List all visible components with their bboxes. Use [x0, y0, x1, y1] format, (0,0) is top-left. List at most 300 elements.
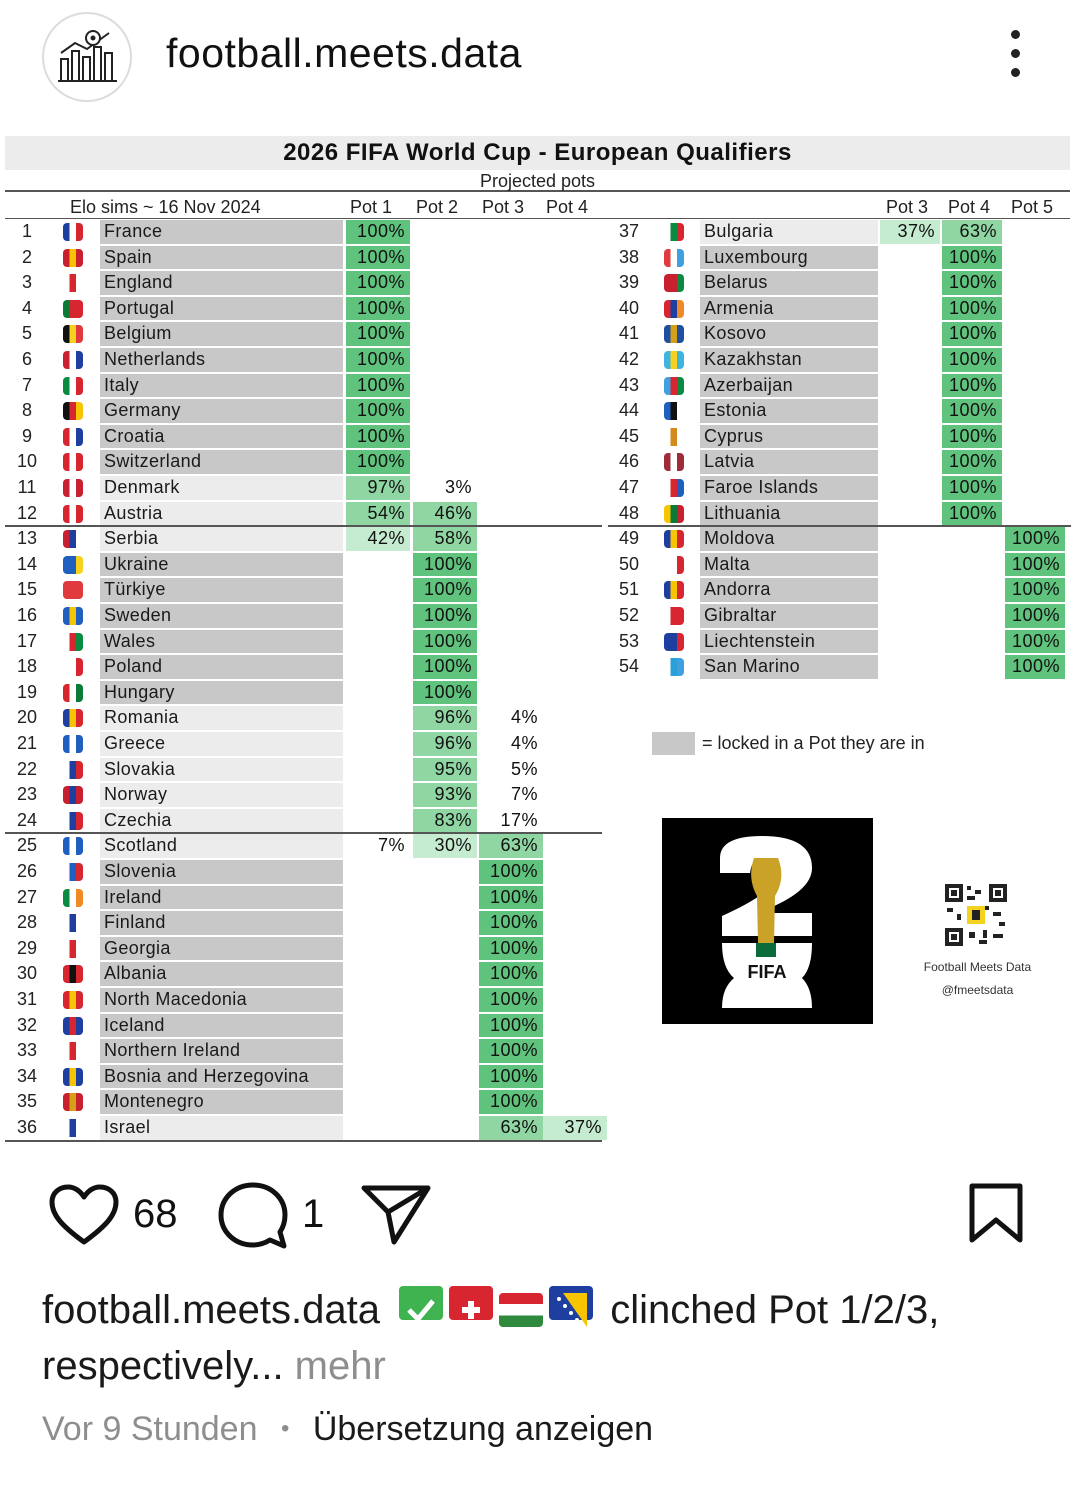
pot-4-cell: [543, 681, 607, 705]
pot-3-cell: [479, 322, 543, 346]
comments-count[interactable]: 1: [302, 1192, 325, 1236]
pot-1-cell: [346, 783, 410, 807]
team-name-cell: Denmark: [100, 476, 343, 500]
pot-4-cell: [543, 809, 607, 833]
pot-1-cell: 42%: [346, 527, 410, 551]
cyprus-flag-icon: [664, 428, 684, 446]
rank-cell: 29: [16, 937, 38, 958]
team-name-cell: Lithuania: [700, 502, 878, 526]
action-bar: [0, 1170, 1080, 1260]
rank-cell: 4: [21, 297, 32, 318]
pot-1-cell: 100%: [346, 246, 410, 270]
rank-cell: 22: [16, 758, 38, 779]
rank-cell: 9: [21, 425, 32, 446]
pot-1-cell: [346, 732, 410, 756]
pot-4-cell: [543, 1039, 607, 1063]
qr-code-icon: [943, 882, 1009, 948]
pot-3-cell: [479, 630, 543, 654]
pot-2-cell: [413, 271, 477, 295]
england-flag-icon: [63, 274, 83, 292]
rank-cell: 34: [16, 1065, 38, 1086]
table-row: [5, 833, 602, 859]
account-avatar[interactable]: [42, 12, 132, 102]
rank-cell: 51: [618, 579, 640, 600]
table-row: [5, 987, 602, 1013]
pot-2-cell: [413, 911, 477, 935]
brand-handle: @fmeetsdata: [941, 983, 1014, 997]
table-row: [5, 449, 602, 475]
pot-divider: [5, 1140, 602, 1142]
italy-flag-icon: [63, 377, 83, 395]
team-name-cell: Hungary: [100, 681, 343, 705]
pot-4-cell: [543, 1065, 607, 1089]
pot-2-cell: [413, 860, 477, 884]
pot-3-cell: [880, 527, 940, 551]
pot-3-cell: 17%: [500, 809, 538, 830]
pot-5-cell: [1005, 374, 1065, 398]
team-name-cell: Azerbaijan: [700, 374, 878, 398]
team-name-cell: Germany: [100, 399, 343, 423]
legend-text: = locked in a Pot they are in: [702, 733, 925, 753]
georgia-flag-icon: [63, 940, 83, 958]
world-cup-2026-logo: [662, 818, 873, 1024]
rank-cell: 49: [618, 528, 640, 549]
team-name-cell: Ukraine: [100, 553, 343, 577]
team-name-cell: Liechtenstein: [700, 630, 878, 654]
pot-4-cell: 100%: [942, 271, 1002, 295]
table-row: [608, 449, 1071, 475]
pot-3-cell: 100%: [479, 1014, 543, 1038]
table-row: [608, 577, 1071, 603]
table-title: 2026 FIFA World Cup - European Qualifiers: [5, 136, 1070, 170]
slovakia-flag-icon: [63, 761, 83, 779]
pot-divider: [5, 832, 602, 834]
more-options-icon[interactable]: [1000, 30, 1030, 80]
pot-4-cell: 37%: [543, 1116, 607, 1140]
rank-cell: 47: [618, 477, 640, 497]
table-row: [5, 680, 602, 706]
pot-1-cell: 7%: [377, 835, 405, 856]
malta-flag-icon: [664, 556, 684, 574]
pot-3-cell: [880, 476, 940, 500]
rank-cell: 46: [618, 451, 640, 472]
post-timestamp: Vor 9 Stunden: [42, 1410, 258, 1448]
table-subtitle: Projected pots: [5, 170, 1070, 192]
pot-4-cell: [543, 450, 607, 474]
pot-2-cell: [413, 322, 477, 346]
team-name-cell: San Marino: [700, 655, 878, 679]
pot-1-cell: [346, 553, 410, 577]
table-row: [608, 501, 1071, 527]
pot-1-cell: 100%: [346, 220, 410, 244]
pot-2-cell: [413, 962, 477, 986]
pot-3-cell: 4%: [510, 707, 538, 728]
team-name-cell: Netherlands: [100, 348, 343, 372]
brand-name: Football Meets Data: [923, 960, 1032, 974]
pot-3-cell: [880, 322, 940, 346]
pot-2-cell: 100%: [413, 578, 477, 602]
table-row: [5, 1089, 602, 1115]
team-name-cell: Kosovo: [700, 322, 878, 346]
rank-cell: 23: [16, 784, 38, 805]
pot-5-cell: 100%: [1005, 527, 1065, 551]
table-row: [5, 961, 602, 987]
table-row: [5, 526, 602, 552]
portugal-flag-icon: [63, 300, 83, 318]
table-row: [608, 219, 1071, 245]
pot-2-cell: 95%: [413, 758, 477, 782]
pot-2-cell: 100%: [413, 604, 477, 628]
pot-4-cell: [543, 527, 607, 551]
pot-5-cell: [1005, 322, 1065, 346]
rank-cell: 3: [21, 272, 32, 293]
rank-cell: 53: [618, 630, 640, 651]
right-pot3-header: Pot 3: [886, 197, 929, 217]
table-row: [5, 424, 602, 450]
pot-3-cell: 63%: [479, 1116, 543, 1140]
rank-cell: 26: [16, 861, 38, 881]
heart-icon[interactable]: [48, 1184, 120, 1246]
team-name-cell: Montenegro: [100, 1090, 343, 1114]
pot-2-cell: 58%: [413, 527, 477, 551]
pot-4-cell: 100%: [942, 450, 1002, 474]
hungary-flag-icon: [499, 1293, 543, 1327]
team-name-cell: Luxembourg: [700, 246, 878, 270]
pot-2-cell: [413, 348, 477, 372]
rank-cell: 43: [618, 374, 640, 395]
armenia-flag-icon: [664, 300, 684, 318]
pot-1-cell: [346, 911, 410, 935]
team-name-cell: Finland: [100, 911, 343, 935]
table-row: [5, 1013, 602, 1039]
pot-4-cell: [543, 860, 607, 884]
pot-1-cell: [346, 681, 410, 705]
pot-4-cell: [543, 578, 607, 602]
pot-2-cell: [413, 886, 477, 910]
switzerland-flag-icon: [63, 453, 83, 471]
iceland-flag-icon: [63, 1017, 83, 1035]
pot-4-cell: [543, 399, 607, 423]
pot-1-cell: [346, 630, 410, 654]
pot-3-cell: 100%: [479, 1039, 543, 1063]
pot-5-cell: [1005, 450, 1065, 474]
pot-5-cell: [1005, 399, 1065, 423]
pot-2-cell: [413, 399, 477, 423]
rank-cell: 52: [618, 605, 640, 625]
likes-count[interactable]: 68: [133, 1192, 178, 1236]
pot-5-cell: [1005, 297, 1065, 321]
check-mark-emoji-icon: [399, 1286, 443, 1320]
pot-1-cell: [346, 962, 410, 986]
pot-4-cell: 100%: [942, 322, 1002, 346]
finland-flag-icon: [63, 914, 83, 932]
san-marino-flag-icon: [664, 658, 684, 676]
pot-4-cell: [942, 655, 1002, 679]
pot-1-cell: [346, 1116, 410, 1140]
pot-2-cell: 3%: [444, 477, 472, 497]
table-row: [5, 603, 602, 629]
croatia-flag-icon: [63, 428, 83, 446]
team-name-cell: Armenia: [700, 297, 878, 321]
rank-cell: 44: [618, 400, 640, 421]
pot-2-cell: [413, 1116, 477, 1140]
team-name-cell: Gibraltar: [700, 604, 878, 628]
pot-divider: [5, 525, 602, 527]
pot-5-cell: 100%: [1005, 604, 1065, 628]
account-username[interactable]: football.meets.data: [166, 30, 522, 76]
pot-1-cell: 100%: [346, 271, 410, 295]
table-row: [608, 321, 1071, 347]
rank-cell: 14: [16, 553, 38, 574]
pot-4-cell: 100%: [942, 297, 1002, 321]
pot-1-cell: [346, 860, 410, 884]
team-name-cell: Kazakhstan: [700, 348, 878, 372]
pot-1-cell: 100%: [346, 374, 410, 398]
pot-3-cell: 63%: [479, 834, 543, 858]
table-row: [5, 808, 602, 834]
pot-3-cell: 37%: [880, 220, 940, 244]
table-row: [5, 859, 602, 885]
pot-4-cell: [543, 834, 607, 858]
team-name-cell: Slovenia: [100, 860, 343, 884]
team-name-cell: Latvia: [700, 450, 878, 474]
czechia-flag-icon: [63, 812, 83, 830]
rank-cell: 10: [16, 451, 38, 472]
pot-2-cell: [413, 450, 477, 474]
andorra-flag-icon: [664, 581, 684, 599]
pot-5-cell: [1005, 476, 1065, 500]
team-name-cell: Northern Ireland: [100, 1039, 343, 1063]
pot-1-cell: [346, 1065, 410, 1089]
pot-3-cell: 100%: [479, 937, 543, 961]
table-row: [608, 270, 1071, 296]
lithuania-flag-icon: [664, 505, 684, 523]
rank-cell: 15: [16, 579, 38, 600]
pot-2-cell: [413, 1014, 477, 1038]
table-row: [5, 757, 602, 783]
team-name-cell: Estonia: [700, 399, 878, 423]
pot-3-cell: [880, 578, 940, 602]
pot-2-cell: [413, 988, 477, 1012]
rank-cell: 35: [16, 1091, 38, 1112]
trophy-logo-icon: [662, 818, 873, 1024]
pot-1-cell: 100%: [346, 348, 410, 372]
table-row: [5, 296, 602, 322]
pot-3-cell: [880, 450, 940, 474]
pot-3-cell: [479, 246, 543, 270]
table-row: [5, 347, 602, 373]
pot-2-cell: 83%: [413, 809, 477, 833]
gibraltar-flag-icon: [664, 607, 684, 625]
hungary-flag-icon: [63, 684, 83, 702]
pot-3-cell: [479, 553, 543, 577]
pot-3-cell: [880, 246, 940, 270]
israel-flag-icon: [63, 1119, 83, 1137]
pot-1-cell: [346, 1014, 410, 1038]
table-row: [5, 577, 602, 603]
montenegro-flag-icon: [63, 1093, 83, 1111]
pot-3-cell: [479, 655, 543, 679]
bookmark-icon[interactable]: [966, 1182, 1026, 1244]
pot-2-cell: [413, 1090, 477, 1114]
pot-3-cell: 100%: [479, 962, 543, 986]
pot-4-cell: [543, 553, 607, 577]
rank-cell: 21: [16, 733, 38, 753]
pot-4-cell: [543, 374, 607, 398]
table-row: [5, 501, 602, 527]
pot-4-cell: [543, 604, 607, 628]
share-icon[interactable]: [360, 1184, 432, 1246]
left-pot3-header: Pot 3: [482, 197, 525, 217]
pot-5-cell: 100%: [1005, 655, 1065, 679]
legend-swatch: [652, 732, 695, 755]
team-name-cell: France: [100, 220, 343, 244]
pot-1-cell: [346, 706, 410, 730]
pot-4-cell: 100%: [942, 246, 1002, 270]
rank-cell: 17: [16, 630, 38, 651]
comment-icon[interactable]: [218, 1182, 288, 1250]
team-name-cell: Poland: [100, 655, 343, 679]
translate-link[interactable]: Übersetzung anzeigen: [312, 1410, 654, 1448]
post-footer: [42, 1410, 653, 1449]
pot-3-cell: [479, 297, 543, 321]
rank-cell: 50: [618, 553, 640, 574]
table-row: [5, 1064, 602, 1090]
pot-2-cell: [413, 425, 477, 449]
belarus-flag-icon: [664, 274, 684, 292]
france-flag-icon: [63, 223, 83, 241]
pot-3-cell: [479, 604, 543, 628]
pot-4-cell: [942, 604, 1002, 628]
poland-flag-icon: [63, 658, 83, 676]
pot-1-cell: 54%: [346, 502, 410, 526]
table-row: [608, 526, 1071, 552]
switzerland-flag-icon: [449, 1286, 493, 1320]
rank-cell: 8: [21, 400, 32, 421]
caption-more-link[interactable]: mehr: [283, 1344, 386, 1388]
table-row: [608, 373, 1071, 399]
belgium-flag-icon: [63, 325, 83, 343]
team-name-cell: Bosnia and Herzegovina: [100, 1065, 343, 1089]
pot-3-cell: [479, 450, 543, 474]
pot-5-cell: 100%: [1005, 630, 1065, 654]
pot-4-cell: [543, 886, 607, 910]
pot-4-cell: [543, 783, 607, 807]
pot-4-cell: [543, 758, 607, 782]
faroe-islands-flag-icon: [664, 479, 684, 497]
pot-4-cell: [942, 630, 1002, 654]
elo-sims-label: Elo sims ~ 16 Nov 2024: [70, 197, 261, 217]
pot-4-cell: 63%: [942, 220, 1002, 244]
pot-3-cell: [880, 630, 940, 654]
pot-3-cell: [880, 399, 940, 423]
rank-cell: 41: [618, 323, 640, 344]
netherlands-flag-icon: [63, 351, 83, 369]
pot-3-cell: [880, 374, 940, 398]
pot-2-cell: 100%: [413, 655, 477, 679]
pot-1-cell: 100%: [346, 297, 410, 321]
rank-cell: 48: [618, 502, 640, 523]
table-row: [608, 296, 1071, 322]
caption-username[interactable]: football.meets.data: [42, 1288, 380, 1332]
scotland-flag-icon: [63, 837, 83, 855]
team-name-cell: Andorra: [700, 578, 878, 602]
pot-1-cell: [346, 604, 410, 628]
team-name-cell: Sweden: [100, 604, 343, 628]
pot-1-cell: [346, 1090, 410, 1114]
romania-flag-icon: [63, 709, 83, 727]
table-row: [5, 321, 602, 347]
north-macedonia-flag-icon: [63, 991, 83, 1009]
pot-5-cell: [1005, 220, 1065, 244]
team-name-cell: Faroe Islands: [700, 476, 878, 500]
team-name-cell: Norway: [100, 783, 343, 807]
pot-4-cell: [543, 502, 607, 526]
team-name-cell: Austria: [100, 502, 343, 526]
estonia-flag-icon: [664, 402, 684, 420]
pot-1-cell: [346, 988, 410, 1012]
pot-3-cell: [479, 476, 543, 500]
team-name-cell: Moldova: [700, 527, 878, 551]
pot-4-cell: [942, 553, 1002, 577]
pot-4-cell: [543, 476, 607, 500]
pot-4-cell: [543, 706, 607, 730]
pot-2-cell: 100%: [413, 553, 477, 577]
pot-3-cell: [880, 271, 940, 295]
team-name-cell: Türkiye: [100, 578, 343, 602]
rank-cell: 37: [618, 221, 640, 241]
pot-4-cell: 100%: [942, 374, 1002, 398]
pot-4-cell: [543, 1014, 607, 1038]
table-row: [5, 1038, 602, 1064]
rank-cell: 2: [21, 246, 32, 267]
rank-cell: 19: [16, 681, 38, 702]
table-row: [5, 475, 602, 501]
pot-3-cell: 100%: [479, 886, 543, 910]
pot-3-cell: [479, 271, 543, 295]
table-row: [5, 398, 602, 424]
germany-flag-icon: [63, 402, 83, 420]
pot-5-cell: [1005, 425, 1065, 449]
pot-3-cell: [880, 655, 940, 679]
pot-4-cell: [543, 348, 607, 372]
pot-3-cell: [479, 374, 543, 398]
pot-3-cell: [880, 348, 940, 372]
pot-4-cell: [543, 911, 607, 935]
kosovo-flag-icon: [664, 325, 684, 343]
pot-3-cell: [479, 527, 543, 551]
team-name-cell: Cyprus: [700, 425, 878, 449]
pot-2-cell: 100%: [413, 630, 477, 654]
pot-3-cell: [479, 220, 543, 244]
pot-1-cell: 97%: [346, 476, 410, 500]
team-name-cell: Belgium: [100, 322, 343, 346]
pot-5-cell: [1005, 246, 1065, 270]
team-name-cell: Greece: [100, 732, 343, 756]
bosnia-and-herzegovina-flag-icon: [63, 1068, 83, 1086]
pot-2-cell: 46%: [413, 502, 477, 526]
pot-2-cell: [413, 374, 477, 398]
pot-3-cell: 100%: [479, 988, 543, 1012]
table-row: [608, 603, 1071, 629]
rank-cell: 33: [16, 1040, 38, 1061]
pot-2-cell: [413, 1039, 477, 1063]
table-row: [608, 398, 1071, 424]
team-name-cell: Ireland: [100, 886, 343, 910]
pot-3-cell: 100%: [479, 911, 543, 935]
table-row: [5, 1115, 602, 1141]
pot-1-cell: [346, 578, 410, 602]
